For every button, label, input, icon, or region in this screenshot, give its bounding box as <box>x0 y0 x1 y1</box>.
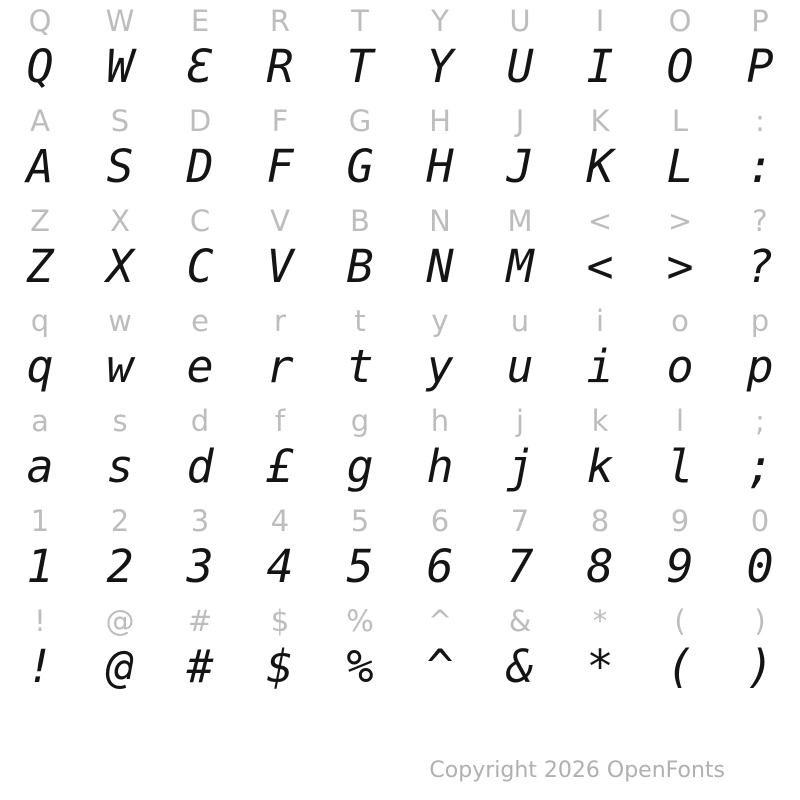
label-char: : <box>755 104 765 138</box>
preview-char: j <box>506 440 534 493</box>
label-char: T <box>351 4 369 38</box>
label-row <box>0 100 800 140</box>
label-char: 7 <box>510 504 530 538</box>
preview-char: K <box>586 140 614 193</box>
preview-char: S <box>106 140 134 193</box>
preview-char: $ <box>266 640 294 693</box>
preview-char: B <box>346 240 374 293</box>
preview-char: W <box>106 40 134 93</box>
preview-char: % <box>346 640 374 693</box>
label-char: k <box>591 404 609 438</box>
label-char: w <box>108 304 132 338</box>
preview-char: k <box>586 440 614 493</box>
label-char: 9 <box>670 504 690 538</box>
label-char: # <box>187 604 213 638</box>
label-char: R <box>269 4 291 38</box>
preview-char: ) <box>746 640 774 693</box>
glyph-row-pair-digits-row <box>0 500 800 600</box>
glyph-row-pair-uppercase-home-row <box>0 100 800 200</box>
label-row <box>0 500 800 540</box>
label-char: & <box>508 604 532 638</box>
label-char: s <box>112 404 128 438</box>
preview-char: Y <box>426 40 454 93</box>
preview-char: R <box>266 40 294 93</box>
label-char: q <box>30 304 50 338</box>
preview-char: Ɛ <box>186 40 214 93</box>
label-char: X <box>110 204 130 238</box>
label-char: 6 <box>430 504 450 538</box>
label-char: C <box>189 204 211 238</box>
label-char: E <box>190 4 210 38</box>
label-char: d <box>190 404 210 438</box>
label-char: a <box>31 404 49 438</box>
preview-char: T <box>346 40 374 93</box>
preview-char: # <box>186 640 214 693</box>
preview-char: 8 <box>586 540 614 593</box>
preview-row <box>0 640 800 700</box>
glyph-row-pair-uppercase-top-row <box>0 0 800 100</box>
preview-char: U <box>506 40 534 93</box>
label-char: Z <box>30 204 50 238</box>
label-char: j <box>515 404 525 438</box>
label-char: W <box>105 4 135 38</box>
preview-char: L <box>666 140 694 193</box>
preview-char: 2 <box>106 540 134 593</box>
label-char: Y <box>431 4 449 38</box>
preview-char: N <box>426 240 454 293</box>
label-char: u <box>510 304 530 338</box>
preview-char: P <box>746 40 774 93</box>
preview-char: @ <box>106 640 134 693</box>
label-char: L <box>671 104 689 138</box>
label-char: f <box>274 404 286 438</box>
preview-row <box>0 240 800 300</box>
preview-row <box>0 540 800 600</box>
preview-char: 7 <box>506 540 534 593</box>
label-char: ! <box>34 604 46 638</box>
label-char: * <box>592 604 608 638</box>
label-char: i <box>595 304 605 338</box>
label-char: A <box>30 104 50 138</box>
label-char: 3 <box>190 504 210 538</box>
preview-char: y <box>426 340 454 393</box>
label-char: g <box>350 404 370 438</box>
label-char: l <box>675 404 685 438</box>
label-char: t <box>354 304 366 338</box>
preview-char: J <box>506 140 534 193</box>
label-char: e <box>191 304 209 338</box>
preview-char: ? <box>746 240 774 293</box>
preview-char: V <box>266 240 294 293</box>
label-char: J <box>515 104 525 138</box>
label-char: V <box>270 204 290 238</box>
preview-row <box>0 340 800 400</box>
preview-char: M <box>506 240 534 293</box>
label-char: ? <box>752 204 768 238</box>
label-char: G <box>348 104 372 138</box>
preview-char: 1 <box>26 540 54 593</box>
label-char: P <box>751 4 769 38</box>
label-row <box>0 0 800 40</box>
label-char: H <box>429 104 451 138</box>
preview-char: > <box>666 240 694 293</box>
preview-char: p <box>746 340 774 393</box>
label-char: ( <box>674 604 686 638</box>
label-char: r <box>274 304 286 338</box>
preview-char: F <box>266 140 294 193</box>
label-char: > <box>667 204 693 238</box>
glyph-row-pair-lowercase-top-row <box>0 300 800 400</box>
label-char: 4 <box>270 504 290 538</box>
preview-char: D <box>186 140 214 193</box>
label-row <box>0 600 800 640</box>
label-char: y <box>431 304 449 338</box>
label-row <box>0 400 800 440</box>
label-char: ) <box>754 604 766 638</box>
label-char: o <box>671 304 689 338</box>
preview-char: * <box>586 640 614 693</box>
glyph-row-pair-symbols-row <box>0 600 800 700</box>
preview-char: h <box>426 440 454 493</box>
preview-char: A <box>26 140 54 193</box>
preview-char: 6 <box>426 540 454 593</box>
preview-char: X <box>106 240 134 293</box>
preview-char: G <box>346 140 374 193</box>
preview-char: w <box>106 340 134 393</box>
preview-char: £ <box>266 440 294 493</box>
label-char: 2 <box>110 504 130 538</box>
preview-char: r <box>266 340 294 393</box>
preview-char: ! <box>26 640 54 693</box>
preview-char: e <box>186 340 214 393</box>
label-char: B <box>350 204 370 238</box>
label-char: 8 <box>590 504 610 538</box>
label-char: M <box>507 204 533 238</box>
preview-row <box>0 140 800 200</box>
label-char: S <box>110 104 130 138</box>
label-char: $ <box>270 604 290 638</box>
label-char: Q <box>28 4 52 38</box>
preview-char: q <box>26 340 54 393</box>
preview-char: Q <box>26 40 54 93</box>
preview-char: l <box>666 440 694 493</box>
preview-char: O <box>666 40 694 93</box>
preview-char: 9 <box>666 540 694 593</box>
preview-char: H <box>426 140 454 193</box>
preview-char: i <box>586 340 614 393</box>
label-char: % <box>346 604 374 638</box>
preview-char: d <box>186 440 214 493</box>
preview-char: : <box>746 140 774 193</box>
copyright-text: Copyright 2026 OpenFonts <box>429 758 725 783</box>
preview-char: 4 <box>266 540 294 593</box>
label-row <box>0 200 800 240</box>
preview-char: a <box>26 440 54 493</box>
label-char: K <box>590 104 610 138</box>
label-char: ; <box>755 404 765 438</box>
label-char: @ <box>105 604 135 638</box>
preview-char: ; <box>746 440 774 493</box>
label-char: O <box>668 4 692 38</box>
label-char: N <box>429 204 451 238</box>
label-char: p <box>750 304 770 338</box>
label-char: F <box>271 104 289 138</box>
label-char: 5 <box>350 504 370 538</box>
preview-char: ^ <box>426 640 454 693</box>
preview-char: s <box>106 440 134 493</box>
preview-row <box>0 440 800 500</box>
label-char: h <box>430 404 450 438</box>
preview-row <box>0 40 800 100</box>
preview-char: C <box>186 240 214 293</box>
label-char: 0 <box>750 504 770 538</box>
preview-char: u <box>506 340 534 393</box>
preview-char: ( <box>666 640 694 693</box>
preview-char: g <box>346 440 374 493</box>
glyph-row-pair-lowercase-home-row <box>0 400 800 500</box>
preview-char: < <box>586 240 614 293</box>
preview-char: 0 <box>746 540 774 593</box>
label-char: I <box>595 4 605 38</box>
preview-char: 5 <box>346 540 374 593</box>
preview-char: 3 <box>186 540 214 593</box>
label-char: ^ <box>427 604 453 638</box>
preview-char: t <box>346 340 374 393</box>
label-char: D <box>188 104 212 138</box>
preview-char: I <box>586 40 614 93</box>
label-char: 1 <box>30 504 50 538</box>
preview-char: o <box>666 340 694 393</box>
label-char: U <box>509 4 531 38</box>
glyph-row-pair-uppercase-bottom-row <box>0 200 800 300</box>
preview-char: Z <box>26 240 54 293</box>
preview-char: & <box>506 640 534 693</box>
label-row <box>0 300 800 340</box>
label-char: < <box>587 204 613 238</box>
